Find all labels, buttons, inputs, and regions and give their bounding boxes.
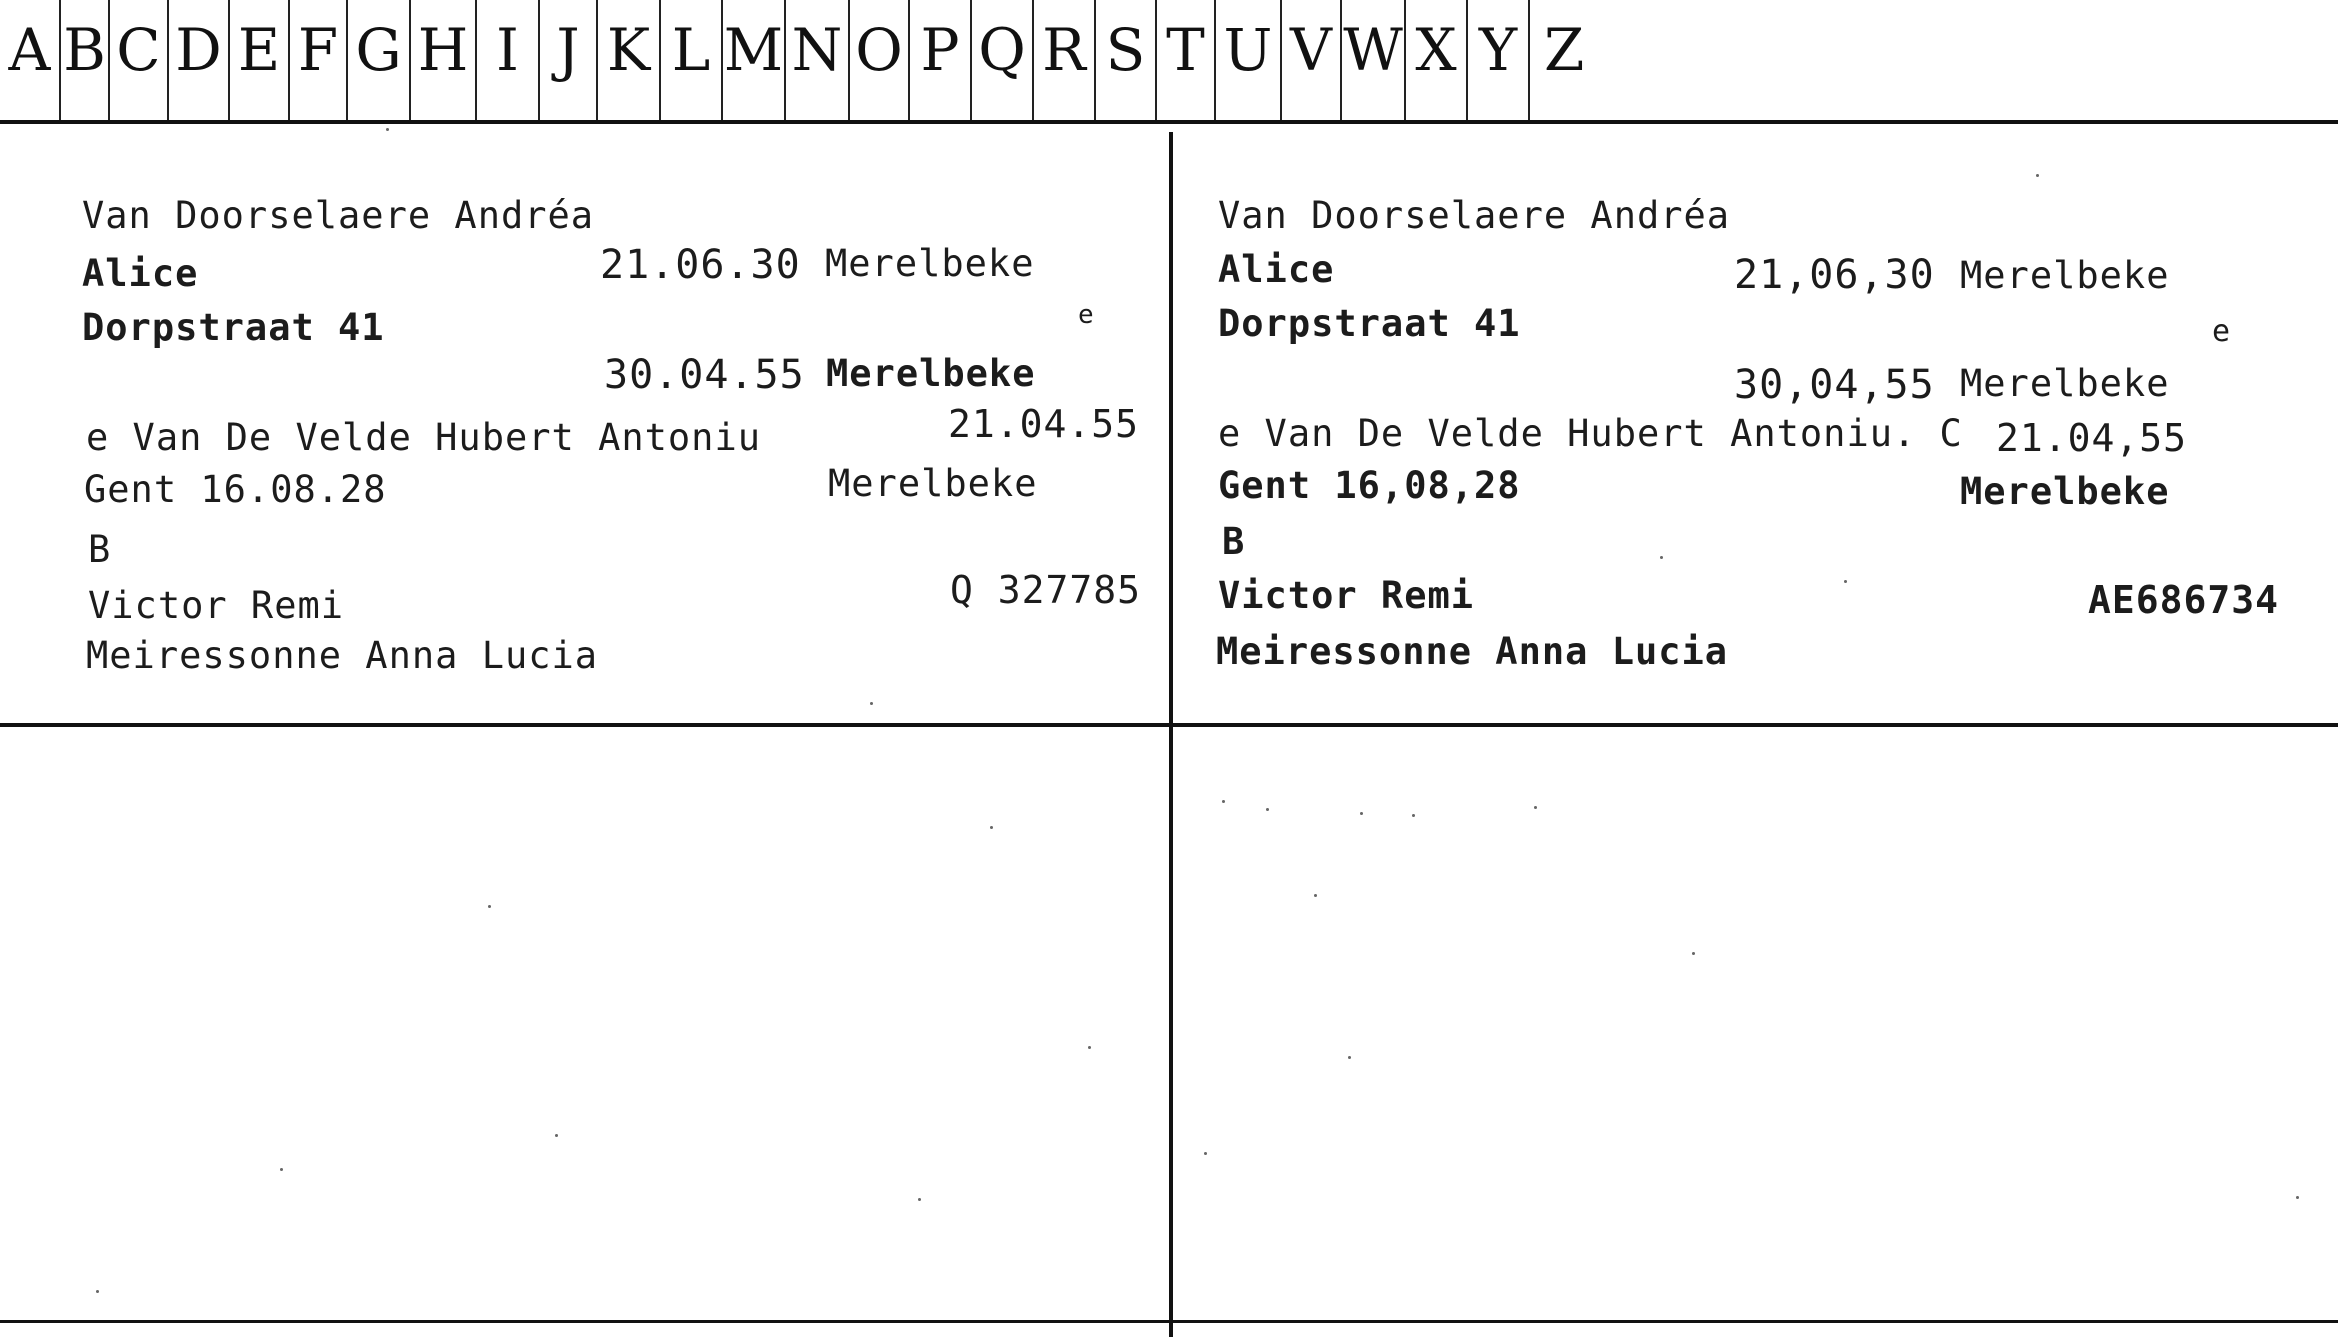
scan-speck [990, 826, 993, 829]
index-letter-s: S [1096, 0, 1157, 120]
birth-place: Merelbeke [825, 242, 1035, 285]
document-number: Q 327785 [950, 568, 1142, 612]
index-letter-q: Q [972, 0, 1034, 120]
marriage-date: 21.04,55 [1996, 416, 2188, 460]
given-name: Alice [1218, 248, 1335, 291]
birth-date: 21,06,30 [1734, 252, 1935, 298]
registration-date: 30.04.55 [604, 352, 805, 398]
index-letter-t: T [1157, 0, 1216, 120]
index-letter-m: M [723, 0, 786, 120]
registration-place: Merelbeke [826, 352, 1036, 395]
index-letter-d: D [169, 0, 230, 120]
birth-place: Merelbeke [1960, 254, 2170, 297]
marriage-place: Merelbeke [828, 462, 1038, 505]
index-letter-w: W [1342, 0, 1406, 120]
scan-speck [1844, 580, 1847, 583]
scan-speck [918, 1198, 921, 1201]
father-name: Victor Remi [1218, 574, 1475, 617]
surname: Van Doorselaere Andréa [1218, 194, 1731, 237]
scan-speck [96, 1290, 99, 1293]
spouse-name: e Van De Velde Hubert Antoniu [86, 416, 762, 459]
index-letter-b: B [61, 0, 110, 120]
given-name: Alice [82, 252, 199, 295]
scan-speck [1088, 1046, 1091, 1049]
father-name: Victor Remi [88, 584, 345, 627]
scan-speck [1222, 800, 1225, 803]
index-letter-f: F [290, 0, 348, 120]
index-letter-p: P [910, 0, 972, 120]
scan-speck [2036, 174, 2039, 177]
document-number: AE686734 [2088, 578, 2280, 622]
scan-speck [1534, 806, 1537, 809]
index-letter-z: Z [1544, 16, 1585, 84]
index-letter-o: O [850, 0, 910, 120]
scan-speck [870, 702, 873, 705]
scan-speck [1348, 1056, 1351, 1059]
scan-speck [1412, 814, 1415, 817]
address: Dorpstraat 41 [82, 306, 385, 349]
spouse-birth: Gent 16,08,28 [1218, 464, 1521, 507]
index-letter-u: U [1216, 0, 1282, 120]
margin-mark: e [1078, 300, 1095, 330]
scan-speck [2296, 1196, 2299, 1199]
registration-date: 30,04,55 [1734, 362, 1935, 408]
card-bottom-rule [0, 1320, 2338, 1323]
index-letter-v: V [1282, 0, 1342, 120]
marriage-date: 21.04.55 [948, 402, 1140, 446]
card-column-divider [1169, 132, 1173, 1337]
index-letter-k: K [598, 0, 661, 120]
index-letter-g: G [348, 0, 411, 120]
scan-speck [488, 905, 491, 908]
index-letter-c: C [110, 0, 169, 120]
registration-place: Merelbeke [1960, 362, 2170, 405]
index-letter-r: R [1034, 0, 1096, 120]
index-letter-y: Y [1468, 0, 1530, 120]
index-letter-l: L [661, 0, 723, 120]
scan-speck [1660, 556, 1663, 559]
scan-speck [1204, 1152, 1207, 1155]
marriage-place: Merelbeke [1960, 470, 2170, 513]
index-letter-a: A [0, 0, 61, 120]
index-letter-x: X [1406, 0, 1468, 120]
index-letter-e: E [230, 0, 290, 120]
margin-mark: e [2212, 314, 2232, 349]
scan-speck [1266, 808, 1269, 811]
mother-name: Meiressonne Anna Lucia [1216, 630, 1729, 673]
nationality-code: B [1222, 520, 1246, 563]
alphabet-index-strip [0, 0, 2338, 124]
spouse-name: e Van De Velde Hubert Antoniu. C [1218, 412, 1963, 455]
card-row-divider [0, 723, 2338, 727]
index-letter-n: N [786, 0, 850, 120]
address: Dorpstraat 41 [1218, 302, 1521, 345]
scan-speck [1692, 952, 1695, 955]
index-letter-j: J [540, 0, 598, 120]
scan-speck [280, 1168, 283, 1171]
scan-speck [1360, 812, 1363, 815]
surname: Van Doorselaere Andréa [82, 194, 595, 237]
nationality-code: B [88, 528, 112, 571]
spouse-birth: Gent 16.08.28 [84, 468, 387, 511]
scan-speck [386, 128, 389, 131]
scan-speck [1314, 894, 1317, 897]
mother-name: Meiressonne Anna Lucia [86, 634, 599, 677]
birth-date: 21.06.30 [600, 242, 801, 288]
index-letter-h: H [411, 0, 477, 120]
index-letter-i: I [477, 0, 540, 120]
scan-speck [555, 1134, 558, 1137]
